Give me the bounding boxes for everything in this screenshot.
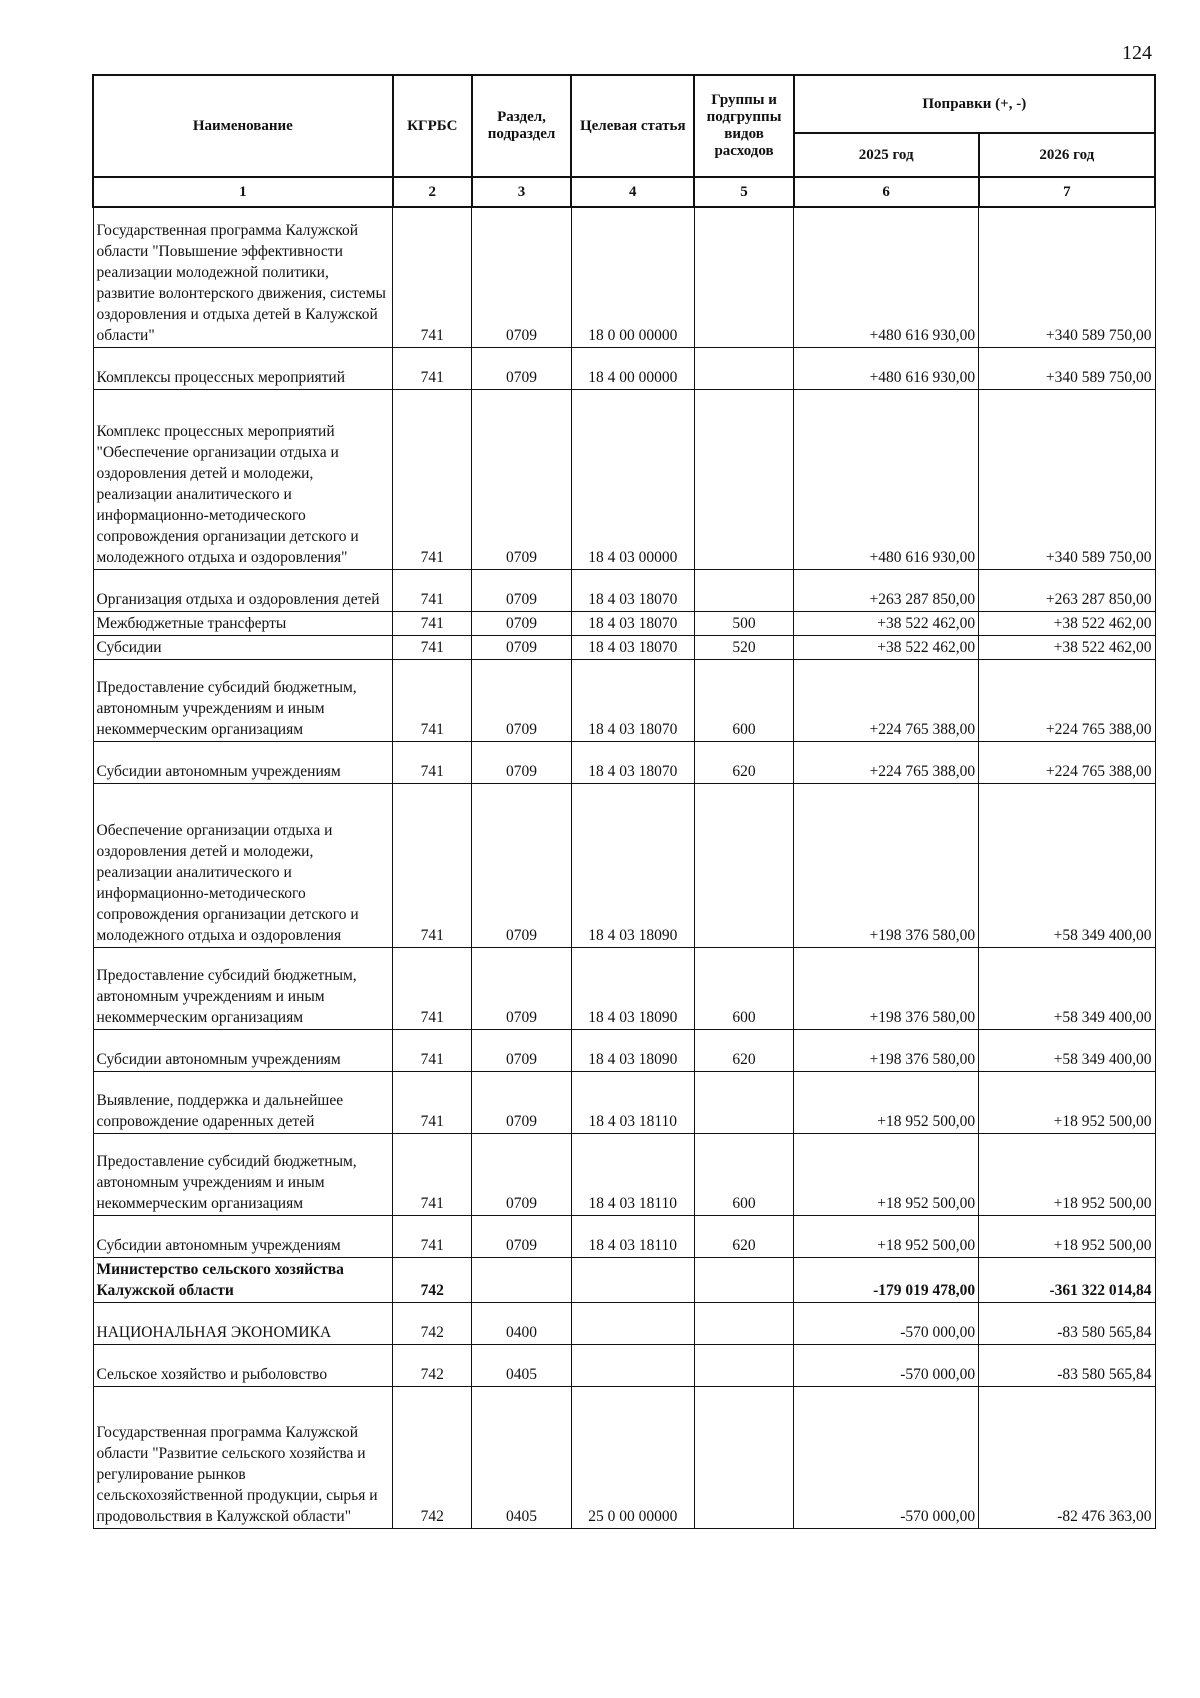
page-number: 124 <box>1122 42 1152 64</box>
cell-name: Предоставление субсидий бюджетным, автономным учреждениям и иным некоммерческим организациям <box>93 1133 393 1215</box>
table-row <box>93 1257 1155 1302</box>
table-row <box>93 659 1155 741</box>
table-row <box>93 569 1155 611</box>
cell-section: 0709 <box>472 947 571 1029</box>
cell-kgrbs: 741 <box>393 947 472 1029</box>
cell-amount-2026: +224 765 388,00 <box>979 741 1155 783</box>
cell-section: 0709 <box>472 783 571 947</box>
cell-kgrbs: 741 <box>393 389 472 569</box>
header-name: Наименование <box>93 75 393 177</box>
cell-name: Государственная программа Калужской области "Повышение эффективности реализации молодежной политики, развитие волонтерского движения, системы оздоровления и отдыха детей в Калужской области" <box>93 207 393 347</box>
table-row <box>93 207 1155 347</box>
cell-target: 18 4 03 18110 <box>571 1071 694 1133</box>
cell-group: 600 <box>694 1133 793 1215</box>
cell-group: 620 <box>694 741 793 783</box>
cell-kgrbs: 741 <box>393 347 472 389</box>
cell-section: 0709 <box>472 635 571 659</box>
cell-name: Субсидии автономным учреждениям <box>93 1029 393 1071</box>
cell-section: 0709 <box>472 569 571 611</box>
cell-amount-2025: +480 616 930,00 <box>794 347 979 389</box>
table-row <box>93 741 1155 783</box>
column-number: 3 <box>472 177 571 207</box>
cell-amount-2026: +263 287 850,00 <box>979 569 1155 611</box>
cell-amount-2026: +58 349 400,00 <box>979 783 1155 947</box>
cell-amount-2026: +340 589 750,00 <box>979 347 1155 389</box>
cell-group <box>694 1386 793 1528</box>
table-row <box>93 347 1155 389</box>
cell-target: 18 4 03 18090 <box>571 783 694 947</box>
column-number: 4 <box>571 177 694 207</box>
header-target: Целевая статья <box>571 75 694 177</box>
cell-kgrbs: 742 <box>393 1344 472 1386</box>
cell-amount-2026: +340 589 750,00 <box>979 389 1155 569</box>
cell-amount-2025: -570 000,00 <box>794 1386 979 1528</box>
cell-group: 500 <box>694 611 793 635</box>
cell-amount-2025: +480 616 930,00 <box>794 389 979 569</box>
cell-amount-2025: +480 616 930,00 <box>794 207 979 347</box>
cell-group <box>694 207 793 347</box>
cell-name: НАЦИОНАЛЬНАЯ ЭКОНОМИКА <box>93 1302 393 1344</box>
cell-kgrbs: 741 <box>393 611 472 635</box>
cell-kgrbs: 741 <box>393 741 472 783</box>
cell-amount-2025: -570 000,00 <box>794 1344 979 1386</box>
cell-amount-2026: -83 580 565,84 <box>979 1344 1155 1386</box>
cell-amount-2026: +58 349 400,00 <box>979 1029 1155 1071</box>
cell-kgrbs: 741 <box>393 783 472 947</box>
header-amendments: Поправки (+, -) <box>794 75 1155 133</box>
cell-amount-2026: +58 349 400,00 <box>979 947 1155 1029</box>
cell-kgrbs: 741 <box>393 569 472 611</box>
cell-name: Предоставление субсидий бюджетным, автономным учреждениям и иным некоммерческим организациям <box>93 659 393 741</box>
cell-kgrbs: 742 <box>393 1386 472 1528</box>
cell-section: 0709 <box>472 1215 571 1257</box>
cell-group <box>694 1344 793 1386</box>
table-row <box>93 783 1155 947</box>
cell-kgrbs: 742 <box>393 1257 472 1302</box>
cell-amount-2025: +224 765 388,00 <box>794 659 979 741</box>
cell-amount-2026: -83 580 565,84 <box>979 1302 1155 1344</box>
cell-amount-2026: +224 765 388,00 <box>979 659 1155 741</box>
cell-target: 18 0 00 00000 <box>571 207 694 347</box>
header-groups: Группы и подгруппы видов расходов <box>694 75 793 177</box>
cell-name: Предоставление субсидий бюджетным, автономным учреждениям и иным некоммерческим организациям <box>93 947 393 1029</box>
header-year-2026: 2026 год <box>979 133 1155 177</box>
cell-section: 0400 <box>472 1302 571 1344</box>
cell-section <box>472 1257 571 1302</box>
cell-target <box>571 1344 694 1386</box>
cell-group: 620 <box>694 1215 793 1257</box>
cell-amount-2026: +18 952 500,00 <box>979 1133 1155 1215</box>
cell-target: 18 4 03 00000 <box>571 389 694 569</box>
cell-kgrbs: 741 <box>393 1029 472 1071</box>
cell-name: Организация отдыха и оздоровления детей <box>93 569 393 611</box>
table-row <box>93 1215 1155 1257</box>
cell-section: 0709 <box>472 659 571 741</box>
cell-amount-2025: +263 287 850,00 <box>794 569 979 611</box>
table-row <box>93 947 1155 1029</box>
cell-group <box>694 569 793 611</box>
cell-target: 18 4 03 18110 <box>571 1133 694 1215</box>
header-year-2025: 2025 год <box>794 133 979 177</box>
cell-target: 18 4 03 18070 <box>571 659 694 741</box>
cell-group: 600 <box>694 947 793 1029</box>
table-row <box>93 1029 1155 1071</box>
cell-target: 18 4 03 18070 <box>571 569 694 611</box>
cell-name: Комплексы процессных мероприятий <box>93 347 393 389</box>
cell-amount-2026: +18 952 500,00 <box>979 1215 1155 1257</box>
table-row <box>93 1071 1155 1133</box>
table-row <box>93 1344 1155 1386</box>
cell-target <box>571 1302 694 1344</box>
cell-name: Обеспечение организации отдыха и оздоровления детей и молодежи, реализации аналитического и информационно-методического сопровождения организации детского и молодежного отдыха и оздоровления <box>93 783 393 947</box>
cell-amount-2025: +38 522 462,00 <box>794 635 979 659</box>
cell-group <box>694 1071 793 1133</box>
cell-amount-2025: +18 952 500,00 <box>794 1071 979 1133</box>
cell-group <box>694 783 793 947</box>
cell-name: Субсидии автономным учреждениям <box>93 741 393 783</box>
cell-amount-2026: -82 476 363,00 <box>979 1386 1155 1528</box>
cell-group <box>694 1257 793 1302</box>
table-row <box>93 1133 1155 1215</box>
cell-amount-2026: -361 322 014,84 <box>979 1257 1155 1302</box>
cell-kgrbs: 741 <box>393 207 472 347</box>
cell-target <box>571 1257 694 1302</box>
cell-kgrbs: 742 <box>393 1302 472 1344</box>
cell-name: Выявление, поддержка и дальнейшее сопровождение одаренных детей <box>93 1071 393 1133</box>
cell-group <box>694 1302 793 1344</box>
cell-section: 0709 <box>472 347 571 389</box>
table-row <box>93 389 1155 569</box>
cell-section: 0709 <box>472 1133 571 1215</box>
cell-target: 18 4 03 18070 <box>571 611 694 635</box>
table-row <box>93 611 1155 635</box>
cell-amount-2026: +340 589 750,00 <box>979 207 1155 347</box>
cell-section: 0709 <box>472 389 571 569</box>
cell-target: 18 4 03 18070 <box>571 741 694 783</box>
cell-amount-2025: -570 000,00 <box>794 1302 979 1344</box>
column-number: 5 <box>694 177 793 207</box>
cell-section: 0405 <box>472 1344 571 1386</box>
cell-amount-2025: +198 376 580,00 <box>794 783 979 947</box>
cell-section: 0709 <box>472 207 571 347</box>
cell-group: 520 <box>694 635 793 659</box>
cell-amount-2025: +18 952 500,00 <box>794 1133 979 1215</box>
cell-amount-2026: +18 952 500,00 <box>979 1071 1155 1133</box>
cell-amount-2026: +38 522 462,00 <box>979 611 1155 635</box>
cell-amount-2026: +38 522 462,00 <box>979 635 1155 659</box>
table-row <box>93 1386 1155 1528</box>
column-number: 6 <box>794 177 979 207</box>
cell-name: Субсидии автономным учреждениям <box>93 1215 393 1257</box>
cell-name: Сельское хозяйство и рыболовство <box>93 1344 393 1386</box>
cell-kgrbs: 741 <box>393 635 472 659</box>
table-body <box>93 207 1155 1528</box>
budget-table <box>92 74 1156 1529</box>
column-number: 1 <box>93 177 393 207</box>
header-kgrbs: КГРБС <box>393 75 472 177</box>
cell-target: 18 4 03 18070 <box>571 635 694 659</box>
cell-group <box>694 389 793 569</box>
cell-kgrbs: 741 <box>393 1133 472 1215</box>
cell-name: Субсидии <box>93 635 393 659</box>
cell-section: 0709 <box>472 741 571 783</box>
table-row <box>93 635 1155 659</box>
cell-target: 18 4 00 00000 <box>571 347 694 389</box>
column-number: 2 <box>393 177 472 207</box>
table-row <box>93 1302 1155 1344</box>
cell-amount-2025: +38 522 462,00 <box>794 611 979 635</box>
cell-section: 0709 <box>472 611 571 635</box>
cell-group <box>694 347 793 389</box>
cell-kgrbs: 741 <box>393 1215 472 1257</box>
cell-target: 25 0 00 00000 <box>571 1386 694 1528</box>
cell-amount-2025: +224 765 388,00 <box>794 741 979 783</box>
column-number: 7 <box>979 177 1155 207</box>
cell-amount-2025: +198 376 580,00 <box>794 1029 979 1071</box>
cell-amount-2025: +198 376 580,00 <box>794 947 979 1029</box>
cell-name: Межбюджетные трансферты <box>93 611 393 635</box>
cell-amount-2025: -179 019 478,00 <box>794 1257 979 1302</box>
cell-target: 18 4 03 18090 <box>571 947 694 1029</box>
cell-kgrbs: 741 <box>393 659 472 741</box>
cell-name: Комплекс процессных мероприятий "Обеспечение организации отдыха и оздоровления детей и молодежи, реализации аналитического и информационно-методического сопровождения организации детского и молодежного отдыха и оздоровления" <box>93 389 393 569</box>
cell-name: Государственная программа Калужской области "Развитие сельского хозяйства и регулирование рынков сельскохозяйственной продукции, сырья и продовольствия в Калужской области" <box>93 1386 393 1528</box>
header-section: Раздел, подраздел <box>472 75 571 177</box>
cell-name: Министерство сельского хозяйства Калужской области <box>93 1257 393 1302</box>
cell-amount-2025: +18 952 500,00 <box>794 1215 979 1257</box>
cell-section: 0709 <box>472 1071 571 1133</box>
cell-group: 600 <box>694 659 793 741</box>
cell-kgrbs: 741 <box>393 1071 472 1133</box>
cell-target: 18 4 03 18110 <box>571 1215 694 1257</box>
cell-group: 620 <box>694 1029 793 1071</box>
table-header <box>93 75 1155 207</box>
cell-target: 18 4 03 18090 <box>571 1029 694 1071</box>
cell-section: 0405 <box>472 1386 571 1528</box>
column-number-row <box>93 177 1155 207</box>
cell-section: 0709 <box>472 1029 571 1071</box>
